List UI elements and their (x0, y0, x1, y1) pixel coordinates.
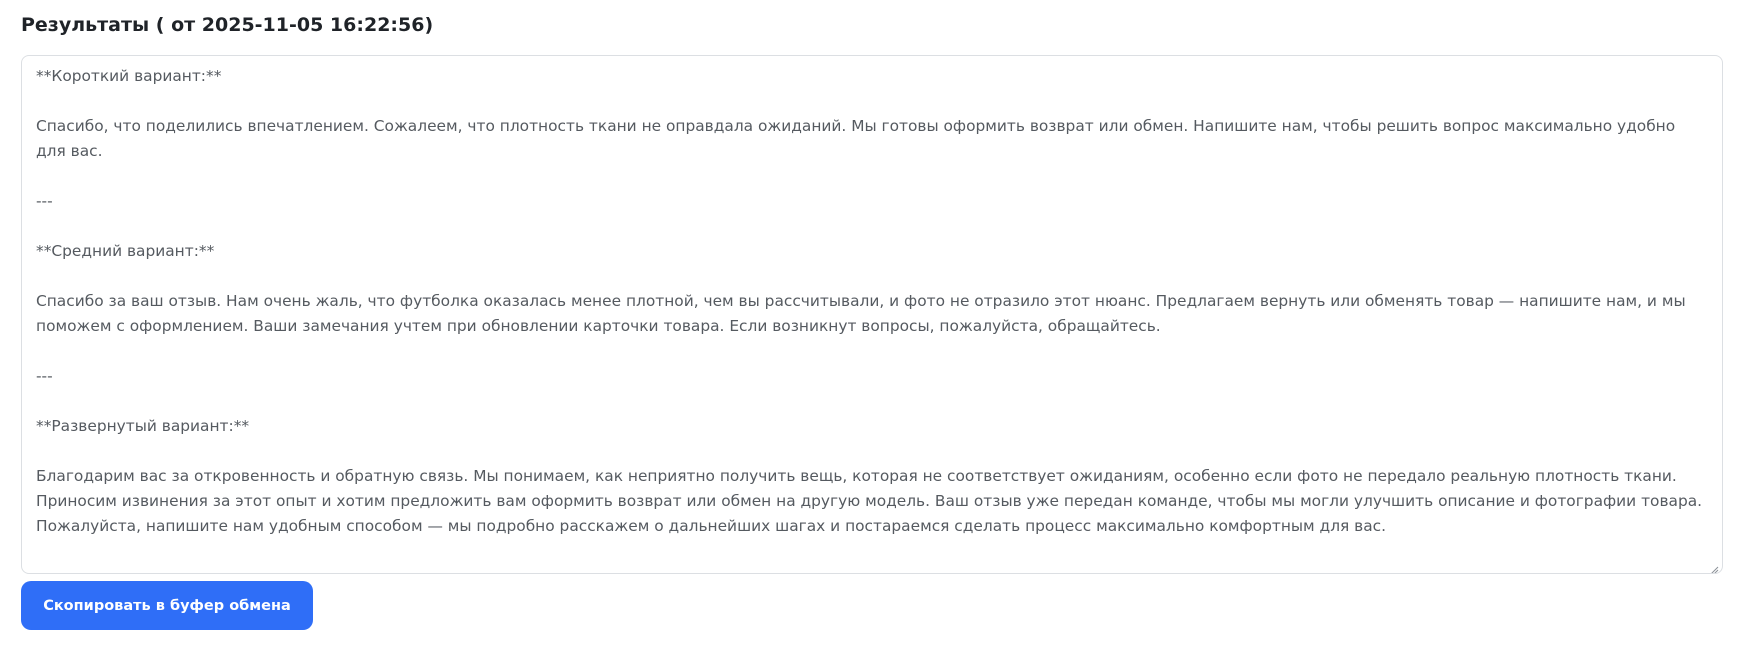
copy-to-clipboard-button[interactable]: Скопировать в буфер обмена (21, 581, 313, 630)
results-text: **Короткий вариант:** Спасибо, что поделились впечатлением. Сожалеем, что плотность ткани не оправдала ожиданий. Мы готовы оформить возврат или обмен. Напишите нам, чтобы решить вопрос максимально удобно для вас. --- **Средний вариант:** Спасибо за ваш отзыв. Нам очень жаль, что футболка оказалась менее плотной, чем вы рассчитывали, и фото не отразило этот нюанс. Предлагаем вернуть или обменять товар — напишите нам, и мы поможем с оформлением. Ваши замечания учтем при обновлении карточки товара. Если возникнут вопросы, пожалуйста, обращайтесь. --- **Развернутый вариант:** Благодарим вас за откровенность и обратную связь. Мы понимаем, как неприятно получить вещь, которая не соответствует ожиданиям, особенно если фото не передало реальную плотность ткани. Приносим извинения за этот опыт и хотим предложить вам оформить возврат или обмен на другую модель. Ваш отзыв уже передан команде, чтобы мы могли улучшить описание и фотографии товара. Пожалуйста, напишите нам удобным способом — мы подробно расскажем о дальнейших шагах и постараемся сделать процесс максимально комфортным для вас. (36, 67, 1703, 535)
resize-grip-icon[interactable] (1709, 560, 1719, 570)
results-title: Результаты ( от 2025-11-05 16:22:56) (21, 14, 434, 36)
results-textarea[interactable] (21, 55, 1723, 574)
